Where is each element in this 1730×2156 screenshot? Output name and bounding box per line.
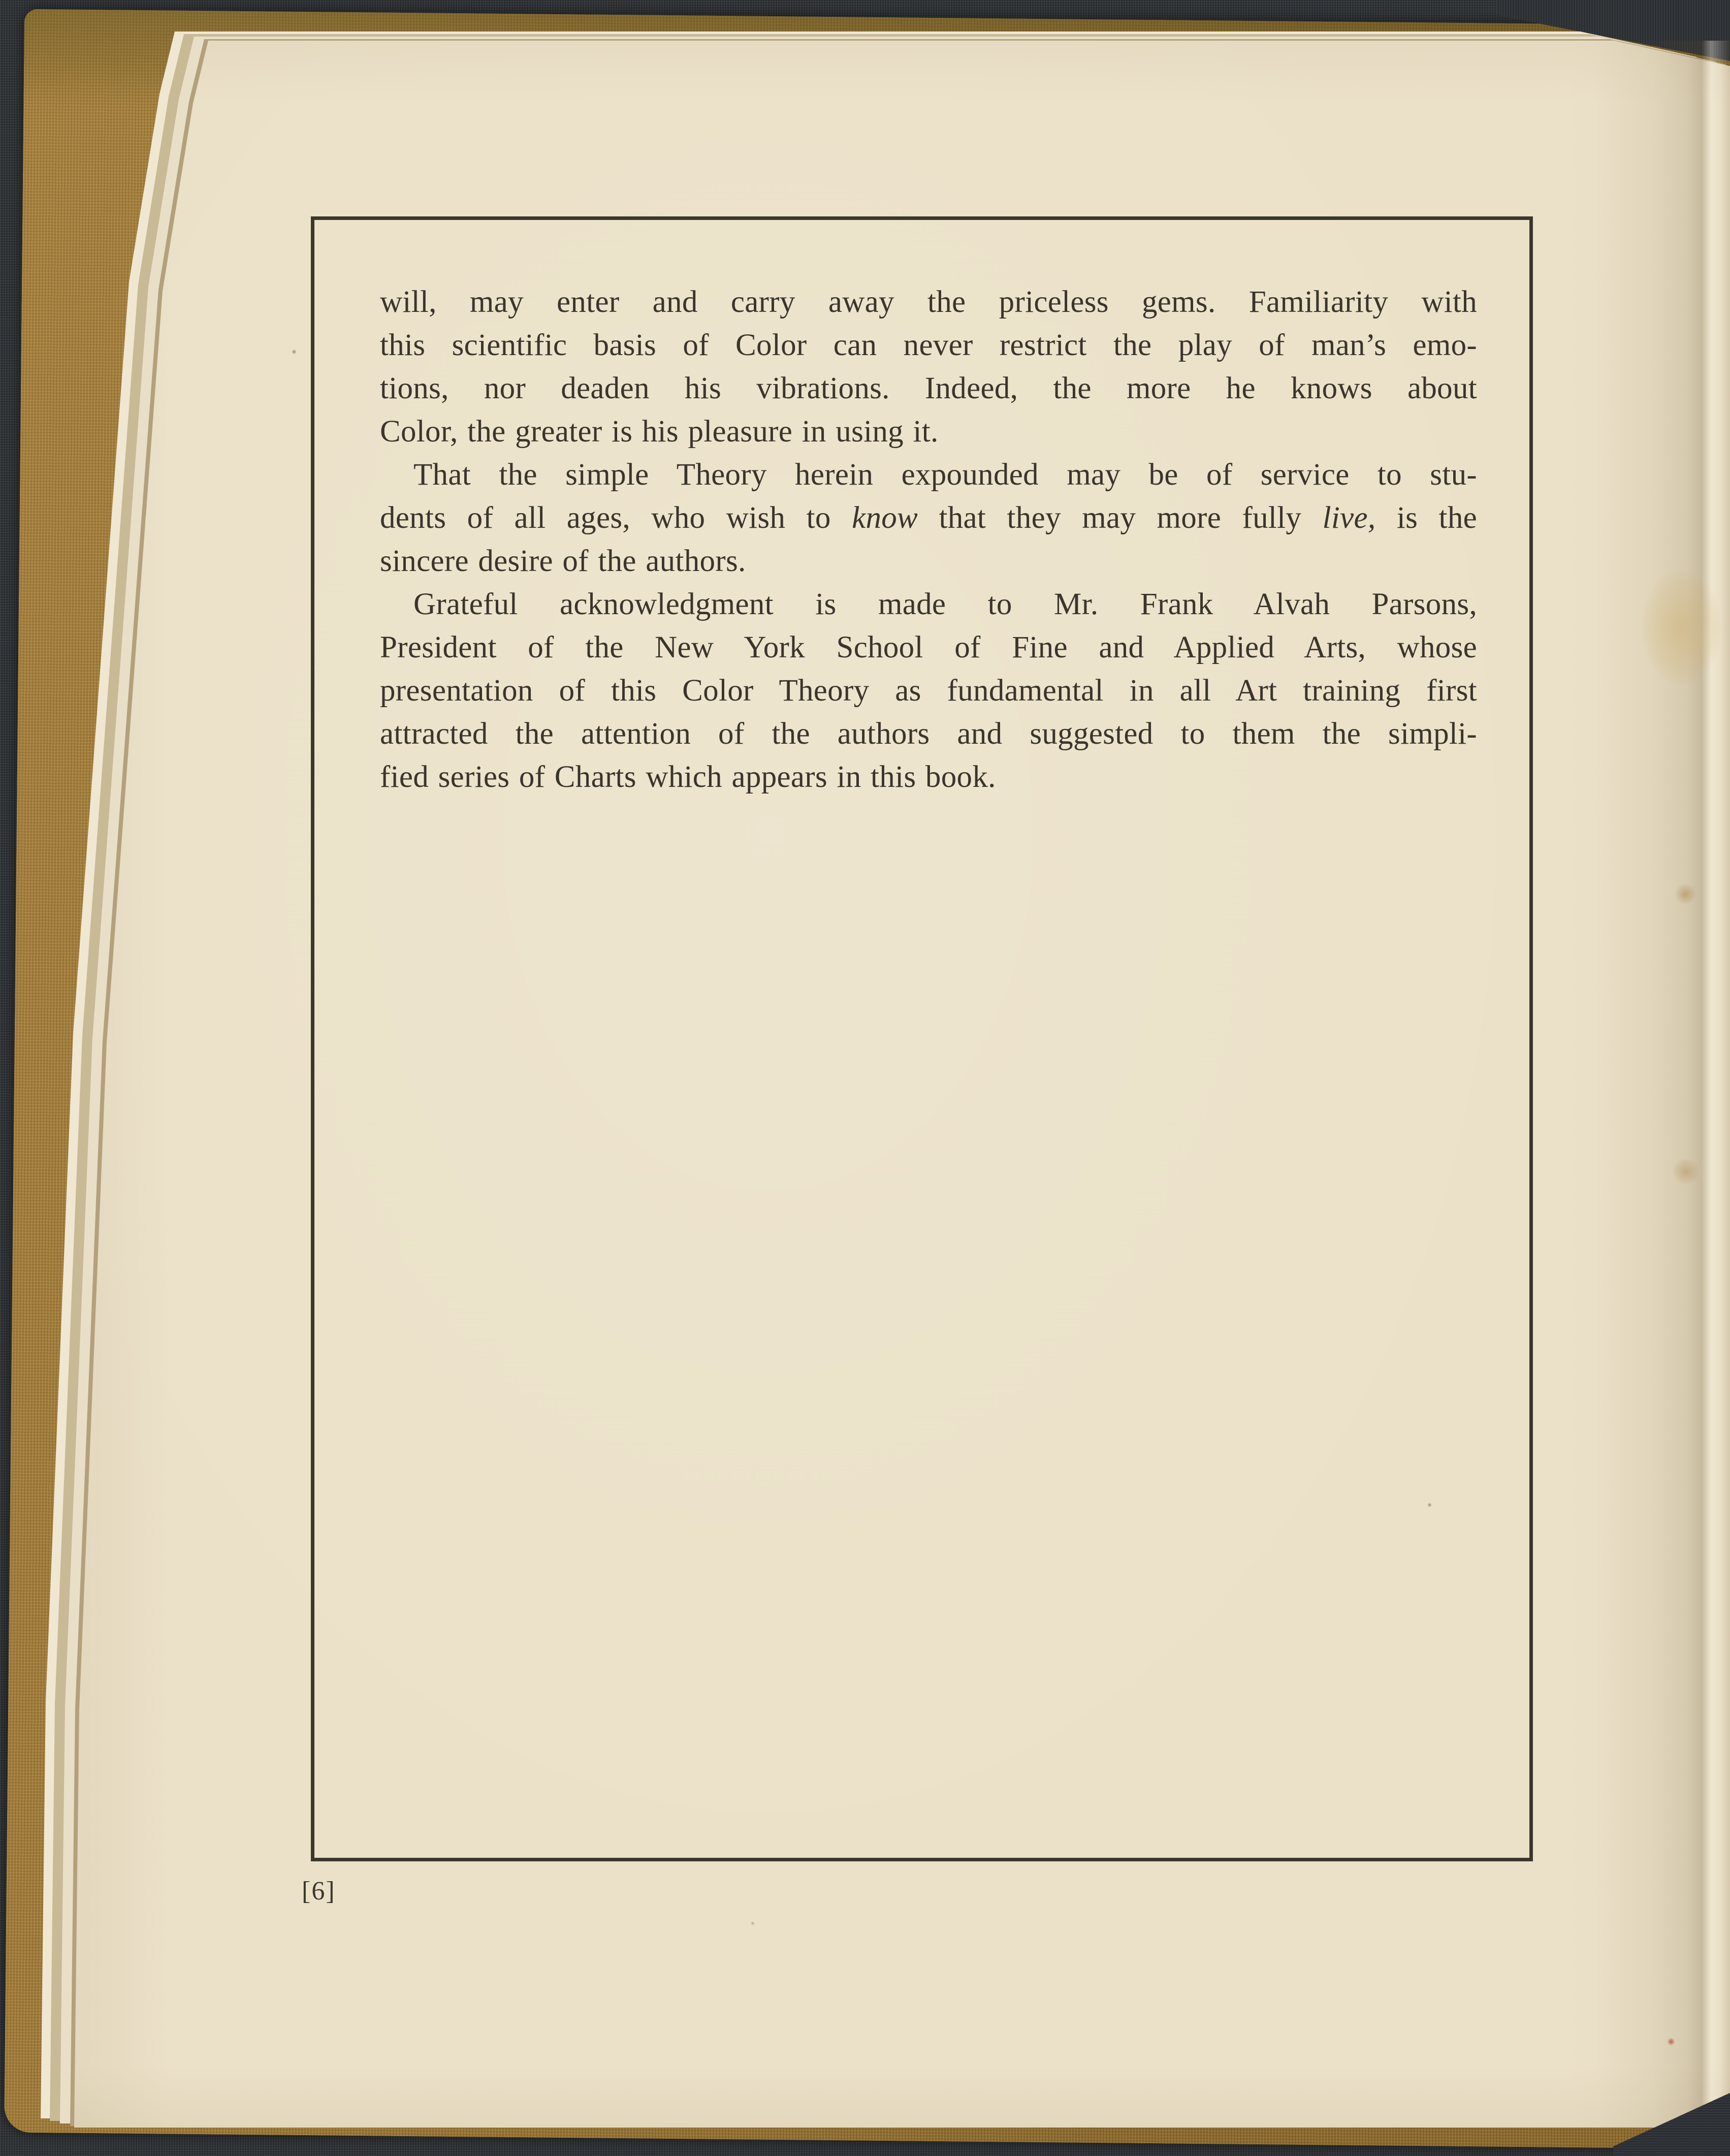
text-line: presentation of this Color Theory as fundamental in all Art training first [380,674,1477,708]
text-line: tions, nor deaden his vibrations. Indeed, the more he knows about [380,371,1477,405]
text-line: attracted the attention of the authors and suggested to them the simpli- [380,717,1477,751]
text-line: Grateful acknowledgment is made to Mr. Frank Alvah Parsons, [413,587,1477,621]
text-line: President of the New York School of Fine and Applied Arts, whose [380,630,1477,664]
text-line: this scientific basis of Color can never restrict the play of man’s emo- [380,328,1477,362]
text-line: will, may enter and carry away the priceless gems. Familiarity with [380,285,1477,319]
text-line: That the simple Theory herein expounded may be of service to stu- [413,458,1477,492]
text-line: dents of all ages, who wish to know that they may more fully live, is the [380,501,1477,535]
gutter-shadow [1595,41,1730,2128]
text-line: sincere desire of the authors. [380,544,746,578]
text-line: fied series of Charts which appears in this book. [380,760,996,794]
text-block [380,280,1477,799]
text-line: Color, the greater is his pleasure in using it. [380,415,939,449]
page-number: [6] [302,1877,336,1906]
